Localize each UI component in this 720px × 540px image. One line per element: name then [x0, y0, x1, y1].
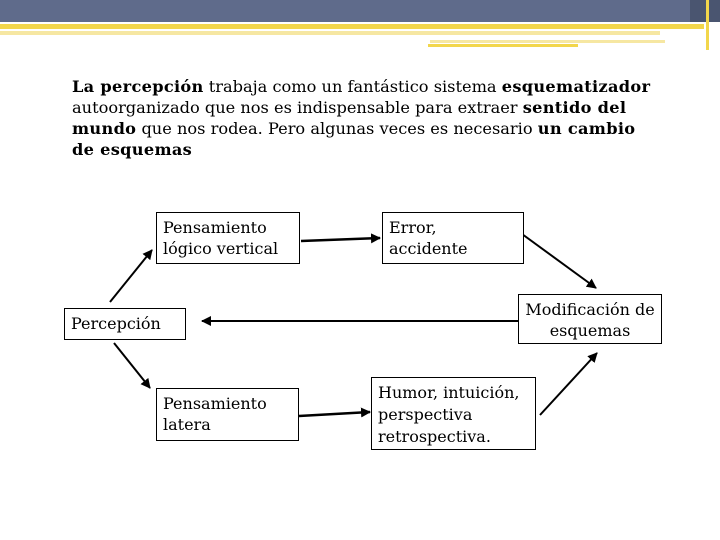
node-label: esquemas — [549, 321, 631, 340]
node-label: Pensamiento — [163, 218, 267, 237]
node-pensamiento-lateral — [156, 388, 299, 441]
node-label: Humor, intuición, — [378, 383, 520, 402]
node-humor-intuicion — [371, 377, 536, 450]
node-label: Error, accidente — [389, 218, 468, 258]
arrow-lateral-to-humor — [299, 412, 370, 416]
node-label: perspectiva — [378, 405, 473, 424]
node-label: Percepción — [71, 314, 161, 333]
node-percepcion — [64, 308, 186, 340]
arrow-humor-to-modificacion — [540, 353, 597, 415]
node-label: latera — [163, 415, 211, 434]
text-bold: esquematizador — [501, 77, 651, 96]
arrow-percepcion-to-lateral — [114, 343, 150, 388]
text-bold: La percepción — [72, 77, 204, 96]
text-bold: sentido del mundo — [72, 98, 627, 138]
text: autoorganizado que nos es indispensable para extraer — [72, 98, 523, 117]
text: trabaja como un fantástico sistema — [203, 77, 502, 96]
arrow-percepcion-to-logico — [110, 250, 152, 302]
text: que nos rodea. Pero algunas veces es necesario — [136, 119, 538, 138]
node-label: Pensamiento — [163, 394, 267, 413]
text-bold: un cambio de esquemas — [72, 119, 636, 159]
node-error-accidente — [382, 212, 524, 264]
node-label: lógico vertical — [163, 239, 279, 258]
node-label: Modificación de — [525, 300, 655, 319]
arrow-logico-to-error — [301, 238, 380, 241]
node-label: retrospectiva. — [378, 427, 491, 446]
node-modificacion-esquemas — [518, 294, 662, 344]
node-pensamiento-logico — [156, 212, 300, 264]
arrow-error-to-modificacion — [522, 234, 596, 288]
